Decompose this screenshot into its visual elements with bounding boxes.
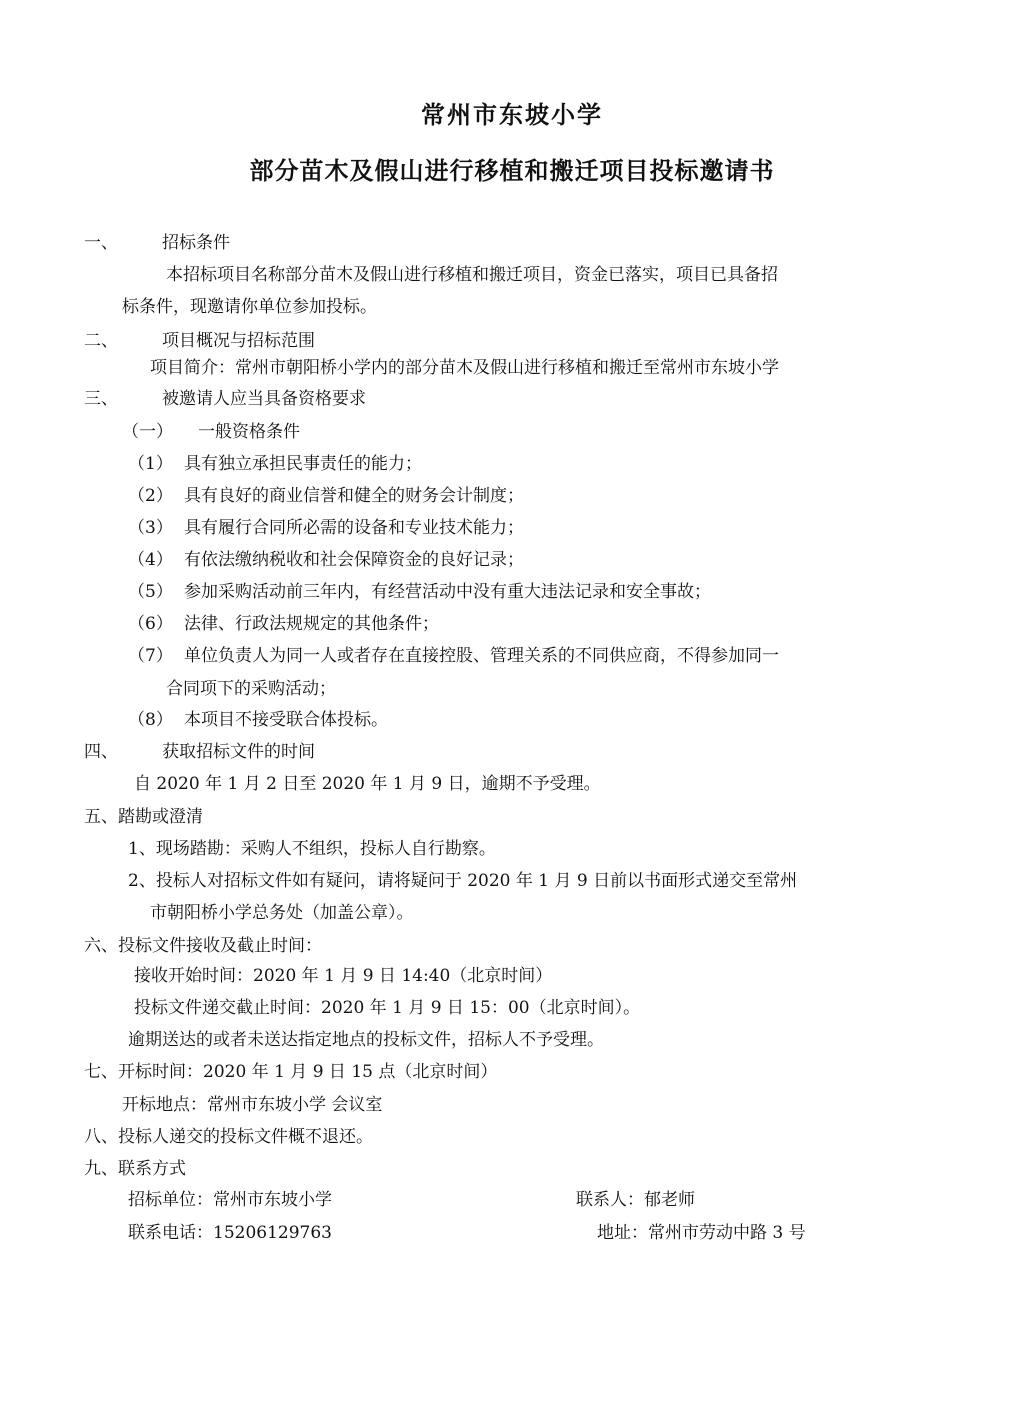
section-title: 招标条件 bbox=[162, 233, 230, 253]
item-number: （3） bbox=[128, 518, 173, 538]
section-title: 被邀请人应当具备资格要求 bbox=[162, 389, 366, 409]
submission-deadline: 投标文件递交截止时间：2020 年 1 月 9 日 15：00（北京时间）。 bbox=[134, 998, 641, 1018]
item-number: （4） bbox=[128, 550, 173, 570]
section-2-body: 项目简介：常州市朝阳桥小学内的部分苗木及假山进行移植和搬迁至常州市东坡小学 bbox=[150, 358, 779, 378]
section-9-heading: 九、联系方式 bbox=[84, 1159, 186, 1179]
tendering-unit: 招标单位：常州市东坡小学 bbox=[128, 1190, 332, 1210]
section-3-heading bbox=[84, 386, 366, 412]
section-5-item-continuation: 市朝阳桥小学总务处（加盖公章）。 bbox=[150, 903, 414, 923]
document-title-school: 常州市东坡小学 bbox=[421, 101, 603, 129]
item-text: 单位负责人为同一人或者存在直接控股、管理关系的不同供应商，不得参加同一 bbox=[184, 646, 779, 666]
list-item bbox=[128, 451, 422, 477]
section-7-heading: 七、开标时间：2020 年 1 月 9 日 15 点（北京时间） bbox=[84, 1062, 498, 1082]
section-number: 一、 bbox=[84, 233, 118, 253]
section-number: 二、 bbox=[84, 331, 118, 351]
section-number: 四、 bbox=[84, 742, 118, 762]
section-title: 项目概况与招标范围 bbox=[162, 331, 315, 351]
list-item bbox=[128, 611, 439, 637]
subsection-heading bbox=[122, 419, 300, 445]
section-5-heading: 五、踏勘或澄清 bbox=[84, 807, 203, 827]
list-item bbox=[128, 579, 711, 605]
subsection-number: （一） bbox=[122, 422, 173, 442]
list-item bbox=[128, 643, 779, 669]
section-5-item: 2、投标人对招标文件如有疑问，请将疑问于 2020 年 1 月 9 日前以书面形式递交至常州 bbox=[128, 871, 798, 891]
item-number: （7） bbox=[128, 646, 173, 666]
opening-location: 开标地点：常州市东坡小学 会议室 bbox=[122, 1095, 383, 1115]
list-item bbox=[128, 483, 524, 509]
item-text: 本项目不接受联合体投标。 bbox=[184, 710, 388, 730]
item-number: （1） bbox=[128, 454, 173, 474]
list-item bbox=[128, 515, 524, 541]
section-1-heading bbox=[84, 230, 230, 256]
item-text: 具有履行合同所必需的设备和专业技术能力； bbox=[184, 518, 524, 538]
section-8-heading: 八、投标人递交的投标文件概不退还。 bbox=[84, 1127, 373, 1147]
subsection-title: 一般资格条件 bbox=[198, 422, 300, 442]
contact-person: 联系人：郁老师 bbox=[576, 1190, 695, 1210]
section-4-heading bbox=[84, 739, 315, 765]
section-title: 获取招标文件的时间 bbox=[162, 742, 315, 762]
item-number: （8） bbox=[128, 710, 173, 730]
section-number: 三、 bbox=[84, 389, 118, 409]
receipt-start-time: 接收开始时间：2020 年 1 月 9 日 14:40（北京时间） bbox=[134, 966, 553, 986]
item-text: 有依法缴纳税收和社会保障资金的良好记录； bbox=[184, 550, 524, 570]
section-1-body-line: 标条件，现邀请你单位参加投标。 bbox=[122, 297, 377, 317]
list-item-continuation: 合同项下的采购活动； bbox=[166, 679, 336, 699]
contact-address: 地址：常州市劳动中路 3 号 bbox=[597, 1223, 806, 1243]
item-text: 具有良好的商业信誉和健全的财务会计制度； bbox=[184, 486, 524, 506]
item-text: 参加采购活动前三年内，有经营活动中没有重大违法记录和安全事故； bbox=[184, 582, 711, 602]
item-number: （5） bbox=[128, 582, 173, 602]
item-text: 具有独立承担民事责任的能力； bbox=[184, 454, 422, 474]
item-text: 法律、行政法规规定的其他条件； bbox=[184, 614, 439, 634]
late-submission-note: 逾期送达的或者未送达指定地点的投标文件，招标人不予受理。 bbox=[128, 1030, 604, 1050]
section-2-heading bbox=[84, 328, 315, 354]
item-number: （2） bbox=[128, 486, 173, 506]
item-number: （6） bbox=[128, 614, 173, 634]
list-item bbox=[128, 547, 524, 573]
section-5-item: 1、现场踏勘：采购人不组织，投标人自行勘察。 bbox=[128, 839, 496, 859]
document-title-project: 部分苗木及假山进行移植和搬迁项目投标邀请书 bbox=[249, 157, 775, 185]
section-4-body: 自 2020 年 1 月 2 日至 2020 年 1 月 9 日，逾期不予受理。 bbox=[134, 774, 601, 794]
contact-phone: 联系电话：15206129763 bbox=[128, 1223, 332, 1243]
list-item bbox=[128, 707, 388, 733]
section-6-heading: 六、投标文件接收及截止时间： bbox=[84, 936, 322, 956]
section-1-body-line: 本招标项目名称部分苗木及假山进行移植和搬迁项目，资金已落实，项目已具备招 bbox=[166, 265, 778, 285]
